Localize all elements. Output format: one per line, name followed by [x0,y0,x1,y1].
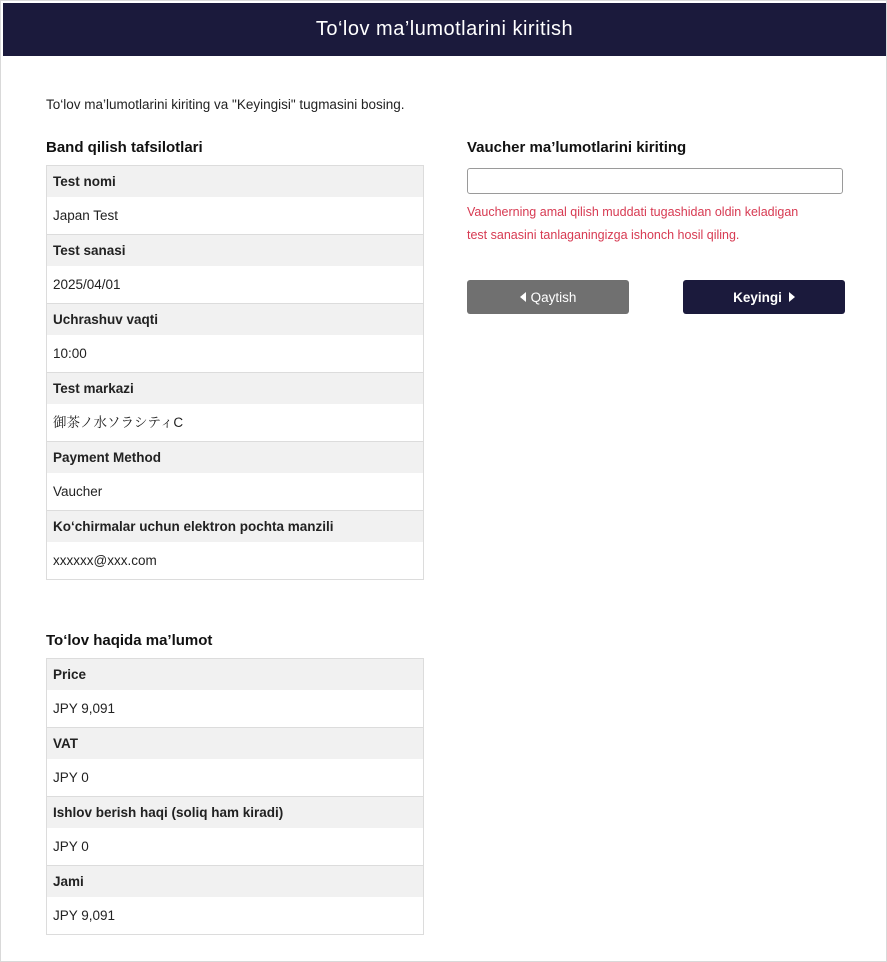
row-value: JPY 9,091 [47,690,423,727]
booking-row-test-center [47,372,423,441]
caret-left-icon [520,292,526,302]
row-value: Vaucher [47,473,423,510]
row-label: Test sanasi [47,234,423,266]
next-button[interactable] [683,280,845,314]
row-value: 10:00 [47,335,423,372]
booking-row-test-name [47,165,423,234]
back-button[interactable] [467,280,629,314]
payment-row-price [47,658,423,727]
row-label: VAT [47,727,423,759]
row-label: Payment Method [47,441,423,473]
row-value: Japan Test [47,197,423,234]
row-label: Test markazi [47,372,423,404]
row-value: xxxxxx@xxx.com [47,542,423,579]
payment-info-table [46,658,424,935]
row-value: JPY 9,091 [47,897,423,934]
payment-row-vat [47,727,423,796]
booking-section-title: Band qilish tafsilotlari [46,139,203,156]
voucher-warning-text [467,201,843,246]
row-label: Price [47,658,423,690]
warning-line: Vaucherning amal qilish muddati tugashidan oldin keladigan [467,205,799,219]
row-label: Uchrashuv vaqti [47,303,423,335]
row-label: Ishlov berish haqi (soliq ham kiradi) [47,796,423,828]
booking-row-payment-method [47,441,423,510]
voucher-section-title: Vaucher ma’lumotlarini kiriting [467,139,687,156]
payment-row-total [47,865,423,934]
booking-row-test-date [47,234,423,303]
back-button-label: Qaytish [530,289,577,305]
row-label: Test nomi [47,165,423,197]
row-value: 御茶ノ水ソラシティC [47,404,423,441]
booking-details-table [46,165,424,580]
intro-text: To‘lov ma’lumotlarini kiriting va "Keyingisi" tugmasini bosing. [46,97,405,112]
next-button-label: Keyingi [733,289,782,305]
page-header [3,3,886,56]
warning-line: test sanasini tanlaganingizga ishonch hosil qiling. [467,227,740,242]
page-title: To‘lov ma’lumotlarini kiritish [315,18,574,40]
row-label: Ko‘chirmalar uchun elektron pochta manzili [47,510,423,542]
payment-section-title: To‘lov haqida ma’lumot [46,632,213,649]
payment-row-handling-fee [47,796,423,865]
row-value: 2025/04/01 [47,266,423,303]
booking-row-email [47,510,423,579]
row-value: JPY 0 [47,828,423,865]
voucher-code-input[interactable] [467,168,843,194]
row-label: Jami [47,865,423,897]
booking-row-appointment-time [47,303,423,372]
caret-right-icon [789,292,795,302]
row-value: JPY 0 [47,759,423,796]
